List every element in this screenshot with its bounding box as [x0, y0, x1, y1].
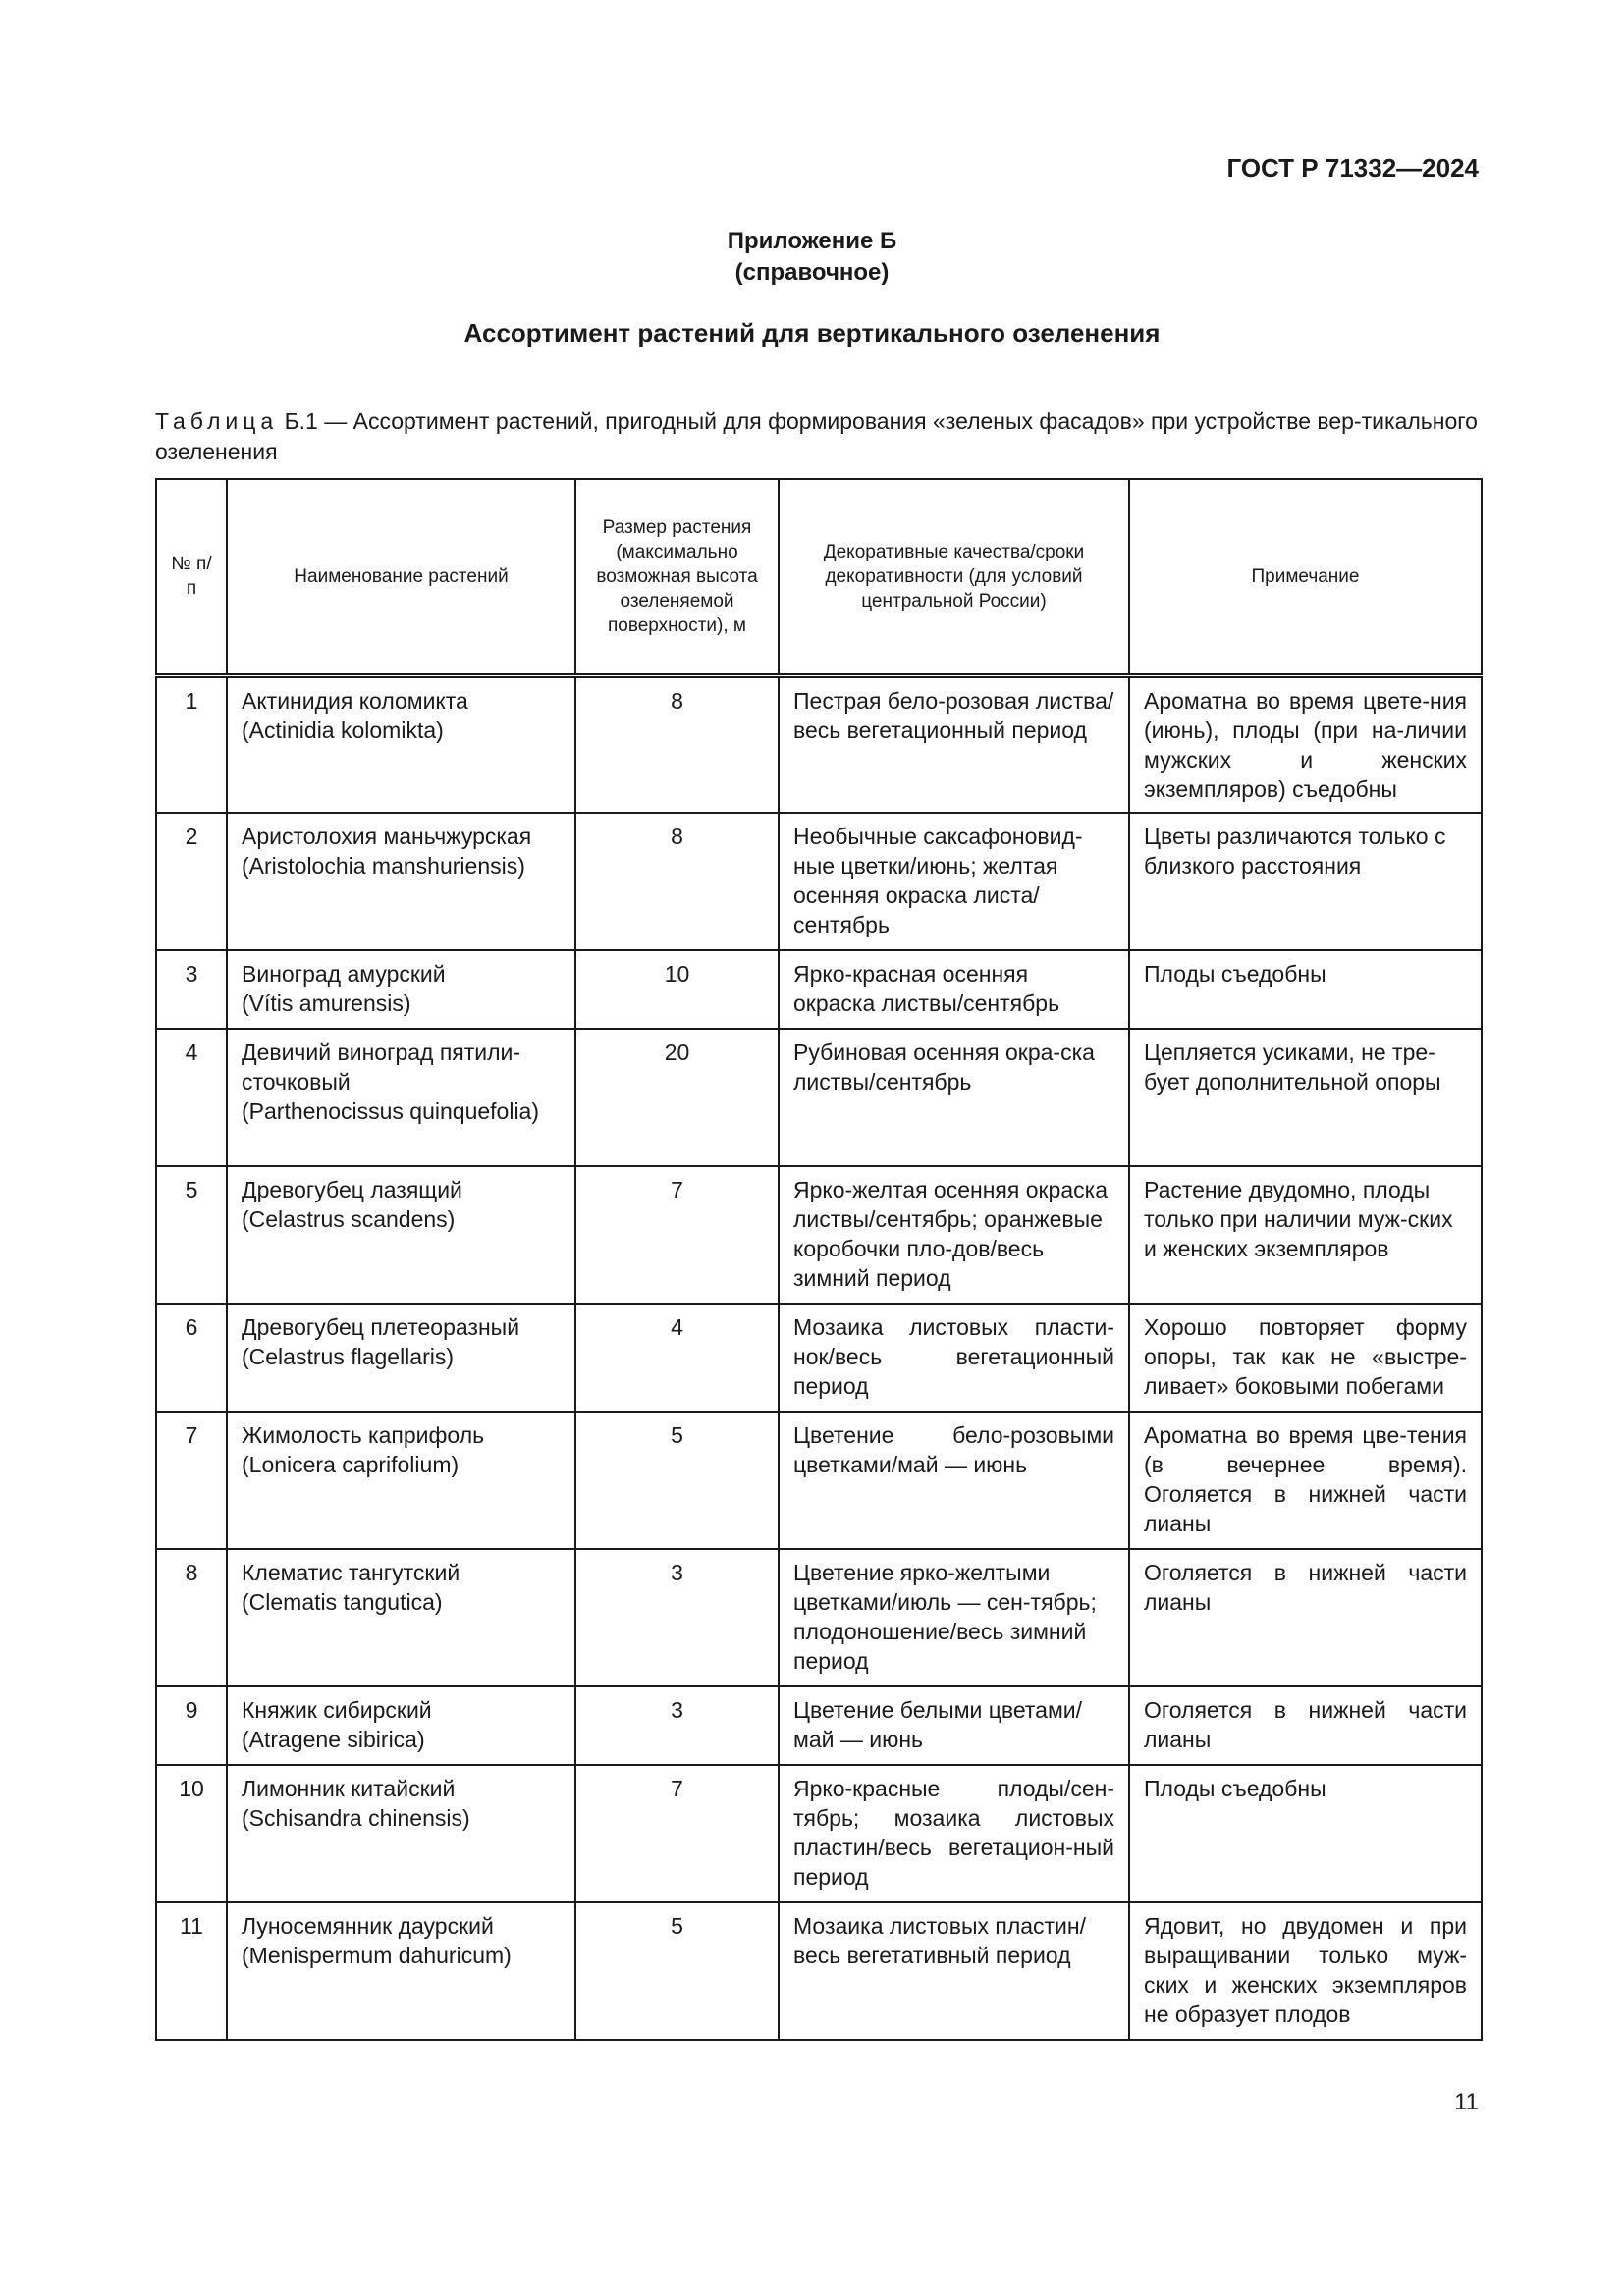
cell-plant-name: [227, 1686, 575, 1765]
cell-plant-name: [227, 1412, 575, 1549]
cell-note: Плоды съедобны: [1129, 1765, 1482, 1902]
cell-number: 11: [156, 1902, 227, 2040]
cell-note: Оголяется в нижней части лианы: [1129, 1549, 1482, 1686]
cell-decor: Мозаика листовых пласти-нок/весь вегетационный период: [779, 1304, 1129, 1412]
cell-note: Ароматна во время цве-тения (в вечернее время). Оголяется в нижней части лианы: [1129, 1412, 1482, 1549]
cell-plant-name: [227, 675, 575, 813]
table-row: [156, 1549, 1482, 1686]
table-row: [156, 813, 1482, 950]
cell-size: 7: [575, 1765, 779, 1902]
column-header-name: Наименование растений: [227, 479, 575, 675]
appendix-title: Приложение Б: [727, 228, 897, 254]
cell-note: Цепляется усиками, не тре-бует дополнительной опоры: [1129, 1029, 1482, 1166]
cell-number: 4: [156, 1029, 227, 1166]
column-header-note: Примечание: [1129, 479, 1482, 675]
cell-number: 7: [156, 1412, 227, 1549]
cell-note: Хорошо повторяет форму опоры, так как не «выстре-ливает» боковыми побегами: [1129, 1304, 1482, 1412]
table-row: [156, 1304, 1482, 1412]
cell-plant-name: [227, 813, 575, 950]
plant-name-latin: (Vítis amurensis): [242, 990, 411, 1016]
cell-decor: Ярко-красные плоды/сен-тябрь; мозаика листовых пластин/весь вегетацион-ный период: [779, 1765, 1129, 1902]
table-row: [156, 1765, 1482, 1902]
plant-name-ru: Виноград амурский: [242, 961, 446, 987]
table-caption-label: Таблица: [155, 408, 279, 434]
plant-name-ru: Жимолость каприфоль: [242, 1422, 485, 1448]
cell-note: Плоды съедобны: [1129, 950, 1482, 1029]
plant-name-ru: Актинидия коломикта: [242, 687, 468, 714]
appendix-title-block: [0, 226, 1624, 289]
cell-number: 5: [156, 1166, 227, 1304]
cell-note: Цветы различаются только с близкого расстояния: [1129, 813, 1482, 950]
cell-note: Ядовит, но двудомен и при выращивании только муж-ских и женских экземпляров не образует плодов: [1129, 1902, 1482, 2040]
cell-decor: Цветение белыми цветами/ май — июнь: [779, 1686, 1129, 1765]
cell-size: 7: [575, 1166, 779, 1304]
cell-number: 3: [156, 950, 227, 1029]
cell-size: 3: [575, 1549, 779, 1686]
cell-size: 20: [575, 1029, 779, 1166]
cell-plant-name: [227, 1029, 575, 1166]
cell-size: 10: [575, 950, 779, 1029]
cell-decor: Ярко-желтая осенняя окраска листвы/сентябрь; оранжевые коробочки пло-дов/весь зимний период: [779, 1166, 1129, 1304]
cell-number: 1: [156, 675, 227, 813]
plant-name-ru: Княжик сибирский: [242, 1697, 432, 1723]
plant-name-latin: (Clematis tangutica): [242, 1589, 443, 1615]
plant-name-latin: (Atragene sibirica): [242, 1727, 425, 1752]
cell-note: Оголяется в нижней части лианы: [1129, 1686, 1482, 1765]
plant-name-ru: Древогубец лазящий: [242, 1177, 462, 1202]
table-row: [156, 1166, 1482, 1304]
cell-decor: Цветение бело-розовыми цветками/май — июнь: [779, 1412, 1129, 1549]
cell-plant-name: [227, 1902, 575, 2040]
plant-name-ru: Аристолохия маньчжурская: [242, 824, 532, 849]
column-header-size: Размер растения (максимально возможная высота озеленяемой поверхности), м: [575, 479, 779, 675]
cell-number: 10: [156, 1765, 227, 1902]
appendix-subtitle: (справочное): [734, 259, 890, 286]
table-row: [156, 1686, 1482, 1765]
cell-note: Ароматна во время цвете-ния (июнь), плоды (при на-личии мужских и женских экземпляров) съедобны: [1129, 675, 1482, 813]
cell-note: Растение двудомно, плоды только при наличии муж-ских и женских экземпляров: [1129, 1166, 1482, 1304]
plant-name-latin: (Celastrus scandens): [242, 1206, 456, 1232]
plant-name-ru: Лимонник китайский: [242, 1776, 456, 1801]
plant-name-latin: (Menispermum dahuricum): [242, 1943, 512, 1968]
cell-size: 8: [575, 813, 779, 950]
cell-decor: Цветение ярко-желтыми цветками/июль — сен-тябрь; плодоношение/весь зимний период: [779, 1549, 1129, 1686]
page-number: 11: [1454, 2089, 1479, 2115]
cell-size: 3: [575, 1686, 779, 1765]
cell-decor: Пестрая бело-розовая листва/весь вегетационный период: [779, 675, 1129, 813]
cell-decor: Необычные саксафоновид-ные цветки/июнь; желтая осенняя окраска листа/сентябрь: [779, 813, 1129, 950]
plant-name-latin: (Lonicera caprifolium): [242, 1452, 460, 1477]
cell-plant-name: [227, 1166, 575, 1304]
plant-name-ru: Луносемянник даурский: [242, 1913, 494, 1939]
plant-name-latin: (Schisandra chinensis): [242, 1805, 470, 1831]
table-row: [156, 1902, 1482, 2040]
column-header-number: № п/п: [156, 479, 227, 675]
cell-size: 5: [575, 1902, 779, 2040]
cell-size: 4: [575, 1304, 779, 1412]
cell-size: 8: [575, 675, 779, 813]
plant-name-latin: (Celastrus flagellaris): [242, 1344, 455, 1369]
table-row: [156, 1412, 1482, 1549]
cell-plant-name: [227, 1304, 575, 1412]
cell-decor: Рубиновая осенняя окра-ска листвы/сентябрь: [779, 1029, 1129, 1166]
cell-plant-name: [227, 1549, 575, 1686]
cell-plant-name: [227, 1765, 575, 1902]
cell-decor: Ярко-красная осенняя окраска листвы/сентябрь: [779, 950, 1129, 1029]
plant-name-latin: (Parthenocissus quinquefolia): [242, 1098, 540, 1124]
section-heading: Ассортимент растений для вертикального озеленения: [463, 318, 1161, 347]
table-row: [156, 950, 1482, 1029]
cell-size: 5: [575, 1412, 779, 1549]
cell-number: 8: [156, 1549, 227, 1686]
plant-name-ru: Девичий виноград пятили-сточковый: [242, 1040, 521, 1095]
cell-plant-name: [227, 950, 575, 1029]
cell-decor: Мозаика листовых пластин/ весь вегетативный период: [779, 1902, 1129, 2040]
plant-name-latin: (Aristolochia manshuriensis): [242, 853, 525, 879]
table-caption: [155, 406, 1479, 467]
table-caption-text: Б.1 — Ассортимент растений, пригодный для формирования «зеленых фасадов» при устройстве вер-тикального озеленения: [155, 408, 1478, 464]
cell-number: 6: [156, 1304, 227, 1412]
column-header-decor: Декоративные качества/сроки декоративности (для условий центральной России): [779, 479, 1129, 675]
table-header-row: [156, 479, 1482, 675]
plant-name-ru: Древогубец плетеоразный: [242, 1314, 520, 1340]
cell-number: 9: [156, 1686, 227, 1765]
plant-name-ru: Клематис тангутский: [242, 1560, 460, 1585]
document-code: ГОСТ Р 71332—2024: [1226, 153, 1479, 183]
plant-name-latin: (Actinidia kolomikta): [242, 717, 444, 743]
plants-table: [155, 478, 1483, 2041]
table-row: [156, 675, 1482, 813]
cell-number: 2: [156, 813, 227, 950]
table-row: [156, 1029, 1482, 1166]
